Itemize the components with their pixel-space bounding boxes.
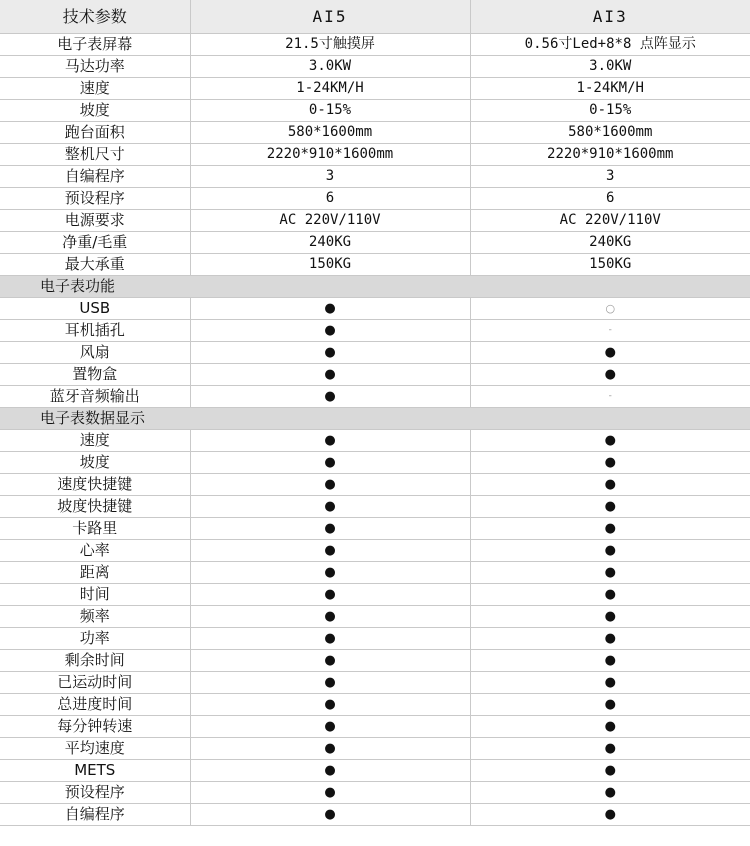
ai3-value: 150KG	[470, 254, 750, 276]
ai5-value: 1-24KM/H	[190, 78, 470, 100]
ai3-value: ●	[470, 738, 750, 760]
row-label: 坡度	[0, 452, 190, 474]
row-label: 总进度时间	[0, 694, 190, 716]
feature-row	[0, 804, 750, 826]
ai3-value: 580*1600mm	[470, 122, 750, 144]
ai3-value: ●	[470, 430, 750, 452]
ai3-value: ●	[470, 606, 750, 628]
row-label: 距离	[0, 562, 190, 584]
ai5-value: 2220*910*1600mm	[190, 144, 470, 166]
ai3-value: AC 220V/110V	[470, 210, 750, 232]
ai3-value: 3.0KW	[470, 56, 750, 78]
feature-row	[0, 738, 750, 760]
row-label: 净重/毛重	[0, 232, 190, 254]
ai3-value: -	[470, 386, 750, 408]
ai3-value: 0-15%	[470, 100, 750, 122]
ai5-value: ●	[190, 760, 470, 782]
ai3-value: ●	[470, 342, 750, 364]
ai3-value: ●	[470, 584, 750, 606]
ai3-value: ●	[470, 672, 750, 694]
feature-row	[0, 628, 750, 650]
section-header	[0, 276, 750, 298]
row-label: 已运动时间	[0, 672, 190, 694]
header-model-ai3: AI3	[470, 0, 750, 34]
ai5-value: ●	[190, 650, 470, 672]
row-label: 耳机插孔	[0, 320, 190, 342]
ai5-value: 3	[190, 166, 470, 188]
ai5-value: ●	[190, 606, 470, 628]
spec-row	[0, 166, 750, 188]
ai3-value: 2220*910*1600mm	[470, 144, 750, 166]
ai5-value: ●	[190, 298, 470, 320]
ai3-value: ●	[470, 540, 750, 562]
ai5-value: 6	[190, 188, 470, 210]
feature-row	[0, 760, 750, 782]
row-label: 风扇	[0, 342, 190, 364]
section-title: 电子表数据显示	[0, 408, 750, 430]
row-label: 坡度快捷键	[0, 496, 190, 518]
row-label: METS	[0, 760, 190, 782]
row-label: 卡路里	[0, 518, 190, 540]
row-label: 时间	[0, 584, 190, 606]
row-label: 心率	[0, 540, 190, 562]
spec-row	[0, 188, 750, 210]
ai3-value: -	[470, 320, 750, 342]
row-label: 剩余时间	[0, 650, 190, 672]
row-label: 坡度	[0, 100, 190, 122]
ai5-value: ●	[190, 738, 470, 760]
ai3-value: ●	[470, 782, 750, 804]
feature-row	[0, 562, 750, 584]
spec-row	[0, 100, 750, 122]
row-label: 自编程序	[0, 804, 190, 826]
ai5-value: ●	[190, 518, 470, 540]
ai3-value: ●	[470, 694, 750, 716]
ai3-value: ●	[470, 562, 750, 584]
feature-row	[0, 540, 750, 562]
row-label: 最大承重	[0, 254, 190, 276]
row-label: 蓝牙音频输出	[0, 386, 190, 408]
ai5-value: 0-15%	[190, 100, 470, 122]
ai3-value: ●	[470, 716, 750, 738]
spec-row	[0, 56, 750, 78]
ai5-value: ●	[190, 584, 470, 606]
ai5-value: 580*1600mm	[190, 122, 470, 144]
spec-row	[0, 122, 750, 144]
row-label: USB	[0, 298, 190, 320]
ai5-value: ●	[190, 320, 470, 342]
ai5-value: ●	[190, 540, 470, 562]
feature-row	[0, 518, 750, 540]
ai5-value: ●	[190, 364, 470, 386]
feature-row	[0, 298, 750, 320]
ai5-value: 240KG	[190, 232, 470, 254]
row-label: 电源要求	[0, 210, 190, 232]
ai5-value: ●	[190, 672, 470, 694]
ai5-value: ●	[190, 452, 470, 474]
ai3-value: ●	[470, 364, 750, 386]
row-label: 速度快捷键	[0, 474, 190, 496]
ai3-value: ●	[470, 518, 750, 540]
feature-row	[0, 364, 750, 386]
ai5-value: ●	[190, 496, 470, 518]
feature-row	[0, 606, 750, 628]
feature-row	[0, 320, 750, 342]
ai3-value: ○	[470, 298, 750, 320]
row-label: 电子表屏幕	[0, 34, 190, 56]
spec-row	[0, 78, 750, 100]
ai3-value: ●	[470, 628, 750, 650]
ai3-value: 0.56寸Led+8*8 点阵显示	[470, 34, 750, 56]
row-label: 速度	[0, 430, 190, 452]
ai3-value: 240KG	[470, 232, 750, 254]
ai5-value: ●	[190, 430, 470, 452]
header-row	[0, 0, 750, 34]
ai5-value: ●	[190, 694, 470, 716]
ai5-value: 3.0KW	[190, 56, 470, 78]
row-label: 整机尺寸	[0, 144, 190, 166]
row-label: 频率	[0, 606, 190, 628]
ai5-value: ●	[190, 804, 470, 826]
feature-row	[0, 672, 750, 694]
spec-row	[0, 144, 750, 166]
section-title: 电子表功能	[0, 276, 750, 298]
section-header	[0, 408, 750, 430]
ai3-value: ●	[470, 474, 750, 496]
ai5-value: ●	[190, 562, 470, 584]
spec-row	[0, 254, 750, 276]
ai3-value: ●	[470, 760, 750, 782]
ai5-value: ●	[190, 342, 470, 364]
spec-row	[0, 210, 750, 232]
feature-row	[0, 430, 750, 452]
feature-row	[0, 474, 750, 496]
ai3-value: ●	[470, 496, 750, 518]
ai5-value: ●	[190, 782, 470, 804]
spec-row	[0, 232, 750, 254]
ai5-value: ●	[190, 386, 470, 408]
ai5-value: ●	[190, 716, 470, 738]
ai5-value: 150KG	[190, 254, 470, 276]
header-param-label: 技术参数	[0, 0, 190, 34]
row-label: 功率	[0, 628, 190, 650]
feature-row	[0, 716, 750, 738]
ai3-value: 6	[470, 188, 750, 210]
ai5-value: ●	[190, 474, 470, 496]
ai3-value: 1-24KM/H	[470, 78, 750, 100]
ai3-value: ●	[470, 804, 750, 826]
feature-row	[0, 496, 750, 518]
spec-row	[0, 34, 750, 56]
ai5-value: AC 220V/110V	[190, 210, 470, 232]
feature-row	[0, 782, 750, 804]
feature-row	[0, 694, 750, 716]
row-label: 速度	[0, 78, 190, 100]
ai5-value: 21.5寸触摸屏	[190, 34, 470, 56]
row-label: 自编程序	[0, 166, 190, 188]
feature-row	[0, 452, 750, 474]
ai3-value: 3	[470, 166, 750, 188]
row-label: 跑台面积	[0, 122, 190, 144]
feature-row	[0, 386, 750, 408]
feature-row	[0, 650, 750, 672]
ai3-value: ●	[470, 452, 750, 474]
row-label: 马达功率	[0, 56, 190, 78]
ai3-value: ●	[470, 650, 750, 672]
row-label: 置物盒	[0, 364, 190, 386]
header-model-ai5: AI5	[190, 0, 470, 34]
row-label: 预设程序	[0, 188, 190, 210]
feature-row	[0, 584, 750, 606]
row-label: 平均速度	[0, 738, 190, 760]
row-label: 每分钟转速	[0, 716, 190, 738]
ai5-value: ●	[190, 628, 470, 650]
row-label: 预设程序	[0, 782, 190, 804]
feature-row	[0, 342, 750, 364]
